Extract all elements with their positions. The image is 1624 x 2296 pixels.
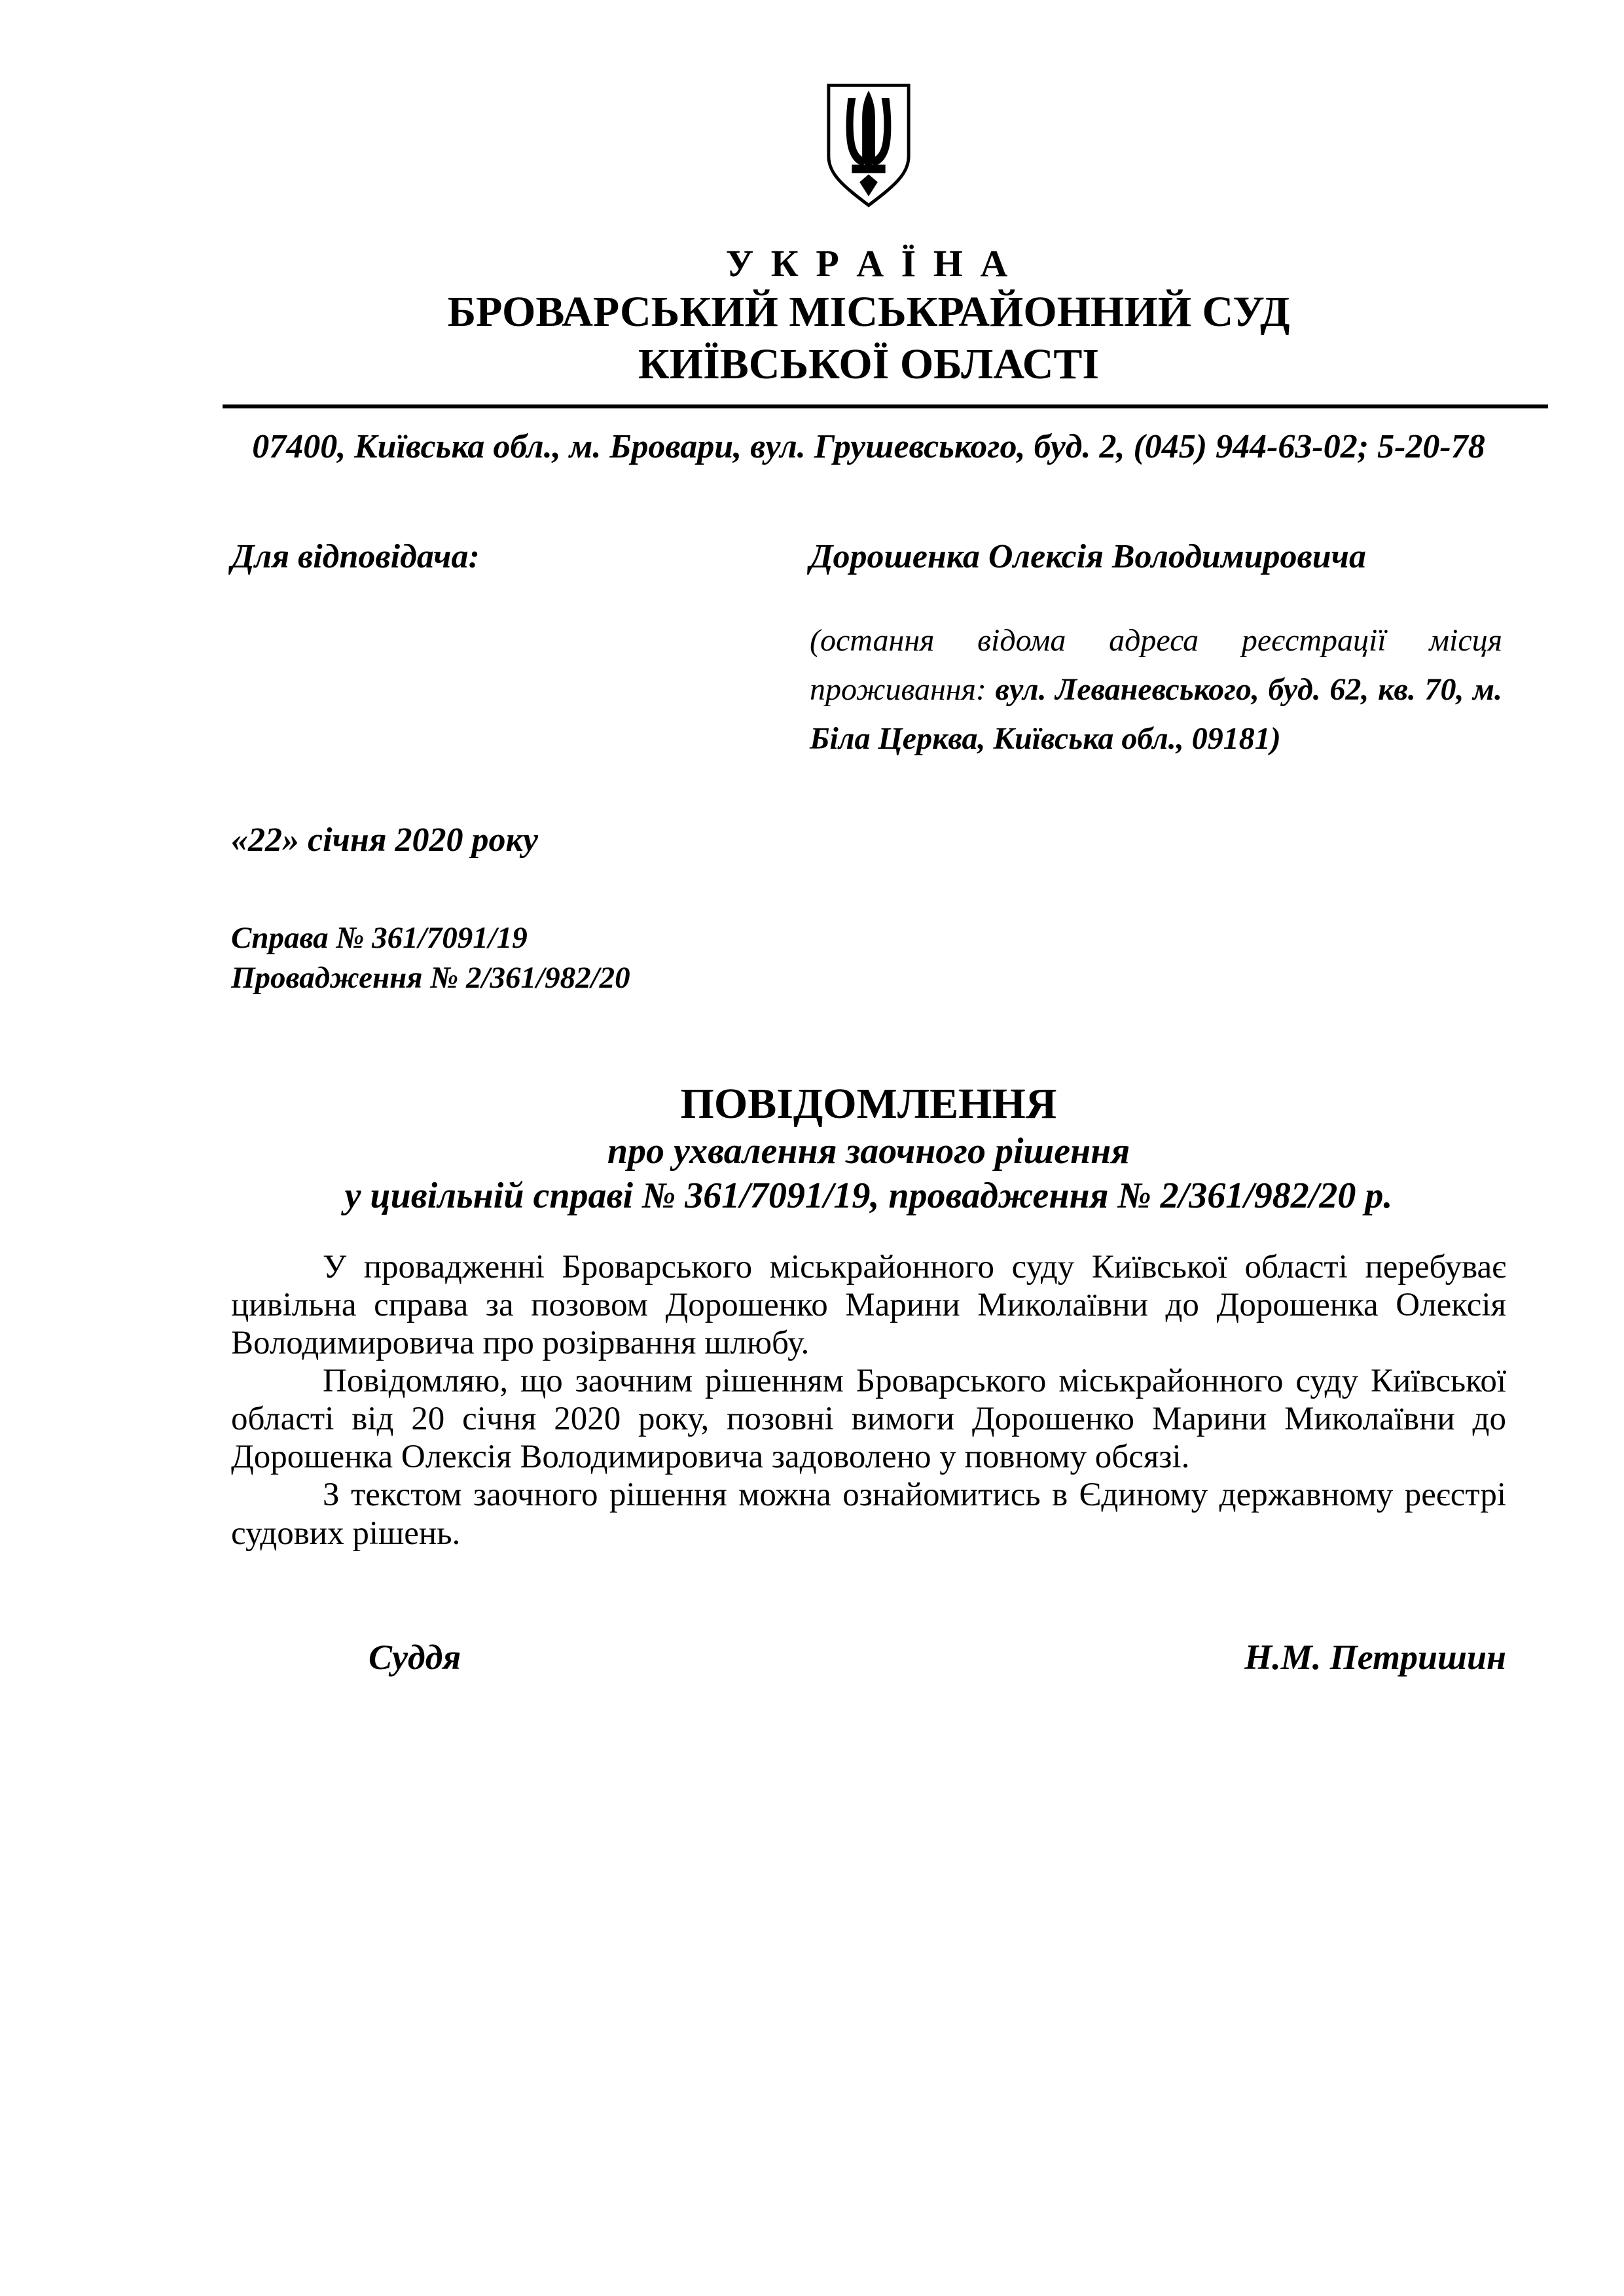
document-header <box>231 81 1506 467</box>
emblem-container <box>231 81 1506 215</box>
notice-title: ПОВІДОМЛЕННЯ <box>680 1080 1057 1128</box>
header-divider <box>223 404 1548 408</box>
country-name: У К Р А Ї Н А <box>725 242 1012 285</box>
recipient-label: Для відповідача: <box>231 538 480 576</box>
proceeding-number-line: Провадження № 2/361/982/20 <box>231 961 630 996</box>
signature-row <box>231 1636 1506 1679</box>
recipient-note-prefix: (остання відома адреса реєстрації місця проживання: <box>810 622 1502 707</box>
recipient-address-note <box>810 616 1502 764</box>
case-number-line: Справа № 361/7091/19 <box>231 920 528 955</box>
recipient-note-address: вул. Леваневського, буд. 62, кв. 70, м. Біла Церква, Київська обл., 09181) <box>810 672 1502 757</box>
court-name-line1: БРОВАРСЬКИЙ МІСЬКРАЙОННИЙ СУД <box>447 287 1290 336</box>
court-name-line2: КИЇВСЬКОЇ ОБЛАСТІ <box>638 340 1100 389</box>
document-date: «22» січня 2020 року <box>231 821 538 859</box>
body-paragraph-1: У провадженні Броварського міськрайонного суду Київської області перебуває цивільна справа за позовом Дорошенко Марини Миколаївни до Дорошенка Олексія Володимировича про розірвання шлюбу. <box>231 1248 1506 1361</box>
notice-title-block <box>231 1078 1506 1218</box>
body-paragraph-3: З текстом заочного рішення можна ознайомитись в Єдиному державному реєстрі судових рішень. <box>231 1477 1506 1552</box>
notice-body <box>231 1248 1506 1552</box>
notice-subtitle-1: про ухвалення заочного рішення <box>607 1131 1130 1172</box>
signature-role: Суддя <box>369 1637 461 1677</box>
body-paragraph-2: Повідомляю, що заочним рішенням Броварського міськрайонного суду Київської області від 20 січня 2020 року, позовні вимоги Дорошенко Марини Миколаївни до Дорошенка Олексія Володимировича задоволено у повному обсязі. <box>231 1363 1506 1476</box>
court-address: 07400, Київська обл., м. Бровари, вул. Грушевського, буд. 2, (045) 944-63-02; 5-20-78 <box>252 427 1485 465</box>
case-block <box>231 918 1506 998</box>
recipient-row <box>231 537 1506 577</box>
notice-subtitle-2: у цивільній справі № 361/7091/19, провадження № 2/361/982/20 р. <box>344 1175 1393 1216</box>
recipient-name: Дорошенка Олексія Володимировича <box>810 538 1366 576</box>
signature-name: Н.М. Петришин <box>1244 1637 1506 1677</box>
ukraine-trident-emblem-icon <box>823 81 914 211</box>
